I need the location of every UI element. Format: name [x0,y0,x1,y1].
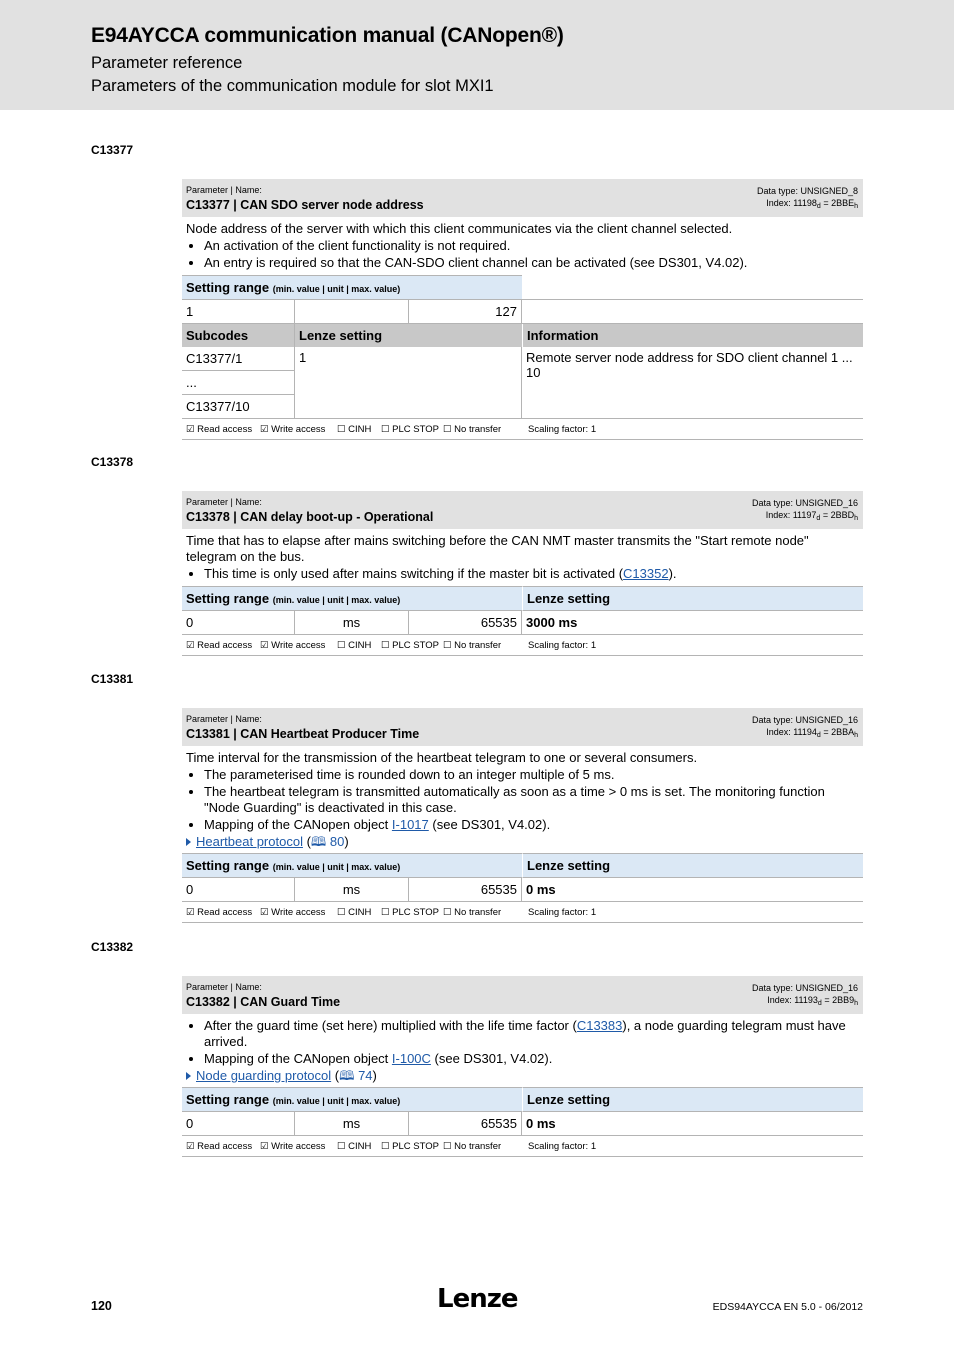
param-block-c13377 [182,179,863,440]
setting-table [182,586,863,635]
link-c13352[interactable]: C13352 [623,566,669,581]
arrow-right-icon [186,1072,191,1080]
book-icon: 🕮 [339,1068,355,1083]
param-block-c13378 [182,491,863,656]
cross-reference: Node guarding protocol (🕮 74) [186,1068,859,1084]
access-flags: ☑ Read access ☑ Write access ☐ CINH ☐ PLC STOP ☐ No transfer Scaling factor: 1 [182,419,863,440]
param-name-label: Parameter | Name: [186,982,262,992]
param-name-label: Parameter | Name: [186,185,262,195]
param-header [182,179,863,217]
section-label-c13381: C13381 [91,672,134,686]
param-title: C13377 | CAN SDO server node address [186,198,424,212]
unit-value [295,300,409,324]
unit-value: ms [295,878,409,902]
param-datatype: Data type: UNSIGNED_16 Index: $11197_d = 2BBD_h$ [751,498,858,522]
param-header [182,491,863,529]
subcodes-header: Subcodes [182,324,295,347]
setting-table [182,275,863,419]
lenze-setting-header: Lenze setting [522,853,863,878]
param-description: Time interval for the transmission of the heartbeat telegram to one or several consumers. • The parameterised time is rounded down to an integer multiple of 5 ms. • The heartbeat telegram is transmitted automatically as soon as a time > 0 ms is set. The monitoring function "Node Guarding" is deactivated in this case. • Mapping of the CANopen object I-1017 (see DS301, V4.02). Heartbeat protocol (🕮 80) [182,746,863,853]
cross-reference: Heartbeat protocol (🕮 80) [186,834,859,850]
link-i-100c[interactable]: I-100C [391,1051,431,1066]
link-c13383[interactable]: C13383 [576,1018,623,1033]
lenze-setting-header: Lenze setting [522,586,863,611]
list-item: • The parameterised time is rounded down to an integer multiple of 5 ms. [204,767,859,783]
param-datatype: Data type: UNSIGNED_16 Index: $11194_d = 2BBA_h$ [751,715,858,739]
arrow-right-icon [186,838,191,846]
setting-table [182,1087,863,1136]
list-item: • An entry is required so that the CAN-SDO client channel can be activated (see DS301, V4.02). [204,255,859,271]
document-id: EDS94AYCCA EN 5.0 - 06/2012 [712,1301,863,1313]
access-flags: ☑ Read access ☑ Write access ☐ CINH ☐ PLC STOP ☐ No transfer Scaling factor: 1 [182,902,863,923]
link-i-1017[interactable]: I-1017 [391,817,429,832]
list-item: • The heartbeat telegram is transmitted automatically as soon as a time > 0 ms is set. The monitoring function "Node Guarding" is deactivated in this case. [204,784,859,816]
information-value: Remote server node address for SDO client channel 1 ... 10 [522,347,863,419]
unit-value: ms [295,611,409,635]
min-value: 0 [182,878,295,902]
table-row: C13377/10 [182,395,295,419]
bullet-list [186,566,859,582]
chapter-title: Parameter reference [91,54,243,72]
link-node-guarding-protocol[interactable]: Node guarding protocol [196,1068,332,1083]
setting-table [182,853,863,902]
bullet-list [186,238,859,271]
param-title: C13382 | CAN Guard Time [186,995,341,1009]
param-block-c13382 [182,976,863,1157]
param-header [182,976,863,1014]
param-name-label: Parameter | Name: [186,714,262,724]
setting-range-header: Setting range (min. value | unit | max. value) [182,1087,522,1112]
param-header [182,708,863,746]
param-description: Time that has to elapse after mains switching before the CAN NMT master transmits the "Start remote node" telegram on the bus. • This time is only used after mains switching if the master bit is activated (C13352). [182,529,863,586]
bullet-list [186,1018,859,1067]
lenze-setting-value: 3000 ms [522,611,863,635]
lenze-setting-header: Lenze setting [295,324,522,347]
list-item: • After the guard time (set here) multiplied with the life time factor (C13383), a node guarding telegram must have arrived. [204,1018,859,1050]
section-label-c13378: C13378 [91,455,134,469]
setting-range-header: Setting range (min. value | unit | max. value) [182,275,522,300]
max-value: 65535 [409,611,522,635]
document-title: E94AYCCA communication manual (CANopen®) [91,24,564,47]
access-flags: ☑ Read access ☑ Write access ☐ CINH ☐ PLC STOP ☐ No transfer Scaling factor: 1 [182,635,863,656]
param-description: Node address of the server with which this client communicates via the client channel selected. • An activation of the client functionality is not required. • An entry is required so that the CAN-SDO client channel can be activated (see DS301, V4.02). [182,217,863,275]
min-value: 0 [182,1112,295,1136]
book-icon: 🕮 [310,834,327,849]
param-datatype: Data type: UNSIGNED_16 Index: $11193_d = 2BB9_h$ [751,983,858,1007]
lenze-logo: Lenze [437,1284,518,1314]
param-description [182,1014,863,1087]
param-block-c13381 [182,708,863,923]
min-value: 0 [182,611,295,635]
param-title: C13381 | CAN Heartbeat Producer Time [186,727,420,741]
param-name-label: Parameter | Name: [186,497,262,507]
information-header: Information [522,324,863,347]
max-value: 65535 [409,1112,522,1136]
page-number: 120 [91,1299,112,1313]
lenze-setting-value: 0 ms [522,1112,863,1136]
lenze-setting-value: 0 ms [522,878,863,902]
table-row: C13377/1 [182,347,295,371]
access-flags: ☑ Read access ☑ Write access ☐ CINH ☐ PLC STOP ☐ No transfer Scaling factor: 1 [182,1136,863,1157]
list-item: • This time is only used after mains switching if the master bit is activated (C13352). [204,566,859,582]
lenze-setting-header: Lenze setting [522,1087,863,1112]
section-label-c13382: C13382 [91,940,134,954]
link-heartbeat-protocol[interactable]: Heartbeat protocol [196,834,303,849]
setting-range-header: Setting range (min. value | unit | max. value) [182,853,522,878]
max-value: 127 [409,300,522,324]
table-row: ... [182,371,295,395]
param-datatype: Data type: UNSIGNED_8 Index: $11198_d = 2BBE_h$ [756,186,858,210]
setting-range-header: Setting range (min. value | unit | max. value) [182,586,522,611]
section-label-c13377: C13377 [91,143,134,157]
lenze-setting-value: 1 [295,347,522,419]
max-value: 65535 [409,878,522,902]
list-item: • An activation of the client functionality is not required. [204,238,859,254]
unit-value: ms [295,1112,409,1136]
param-title: C13378 | CAN delay boot-up - Operational [186,510,434,524]
list-item: • Mapping of the CANopen object I-1017 (see DS301, V4.02). [204,817,859,833]
bullet-list [186,767,859,833]
min-value: 1 [182,300,295,324]
list-item: • Mapping of the CANopen object I-100C (see DS301, V4.02). [204,1051,859,1067]
section-title: Parameters of the communication module for slot MXI1 [91,77,494,95]
